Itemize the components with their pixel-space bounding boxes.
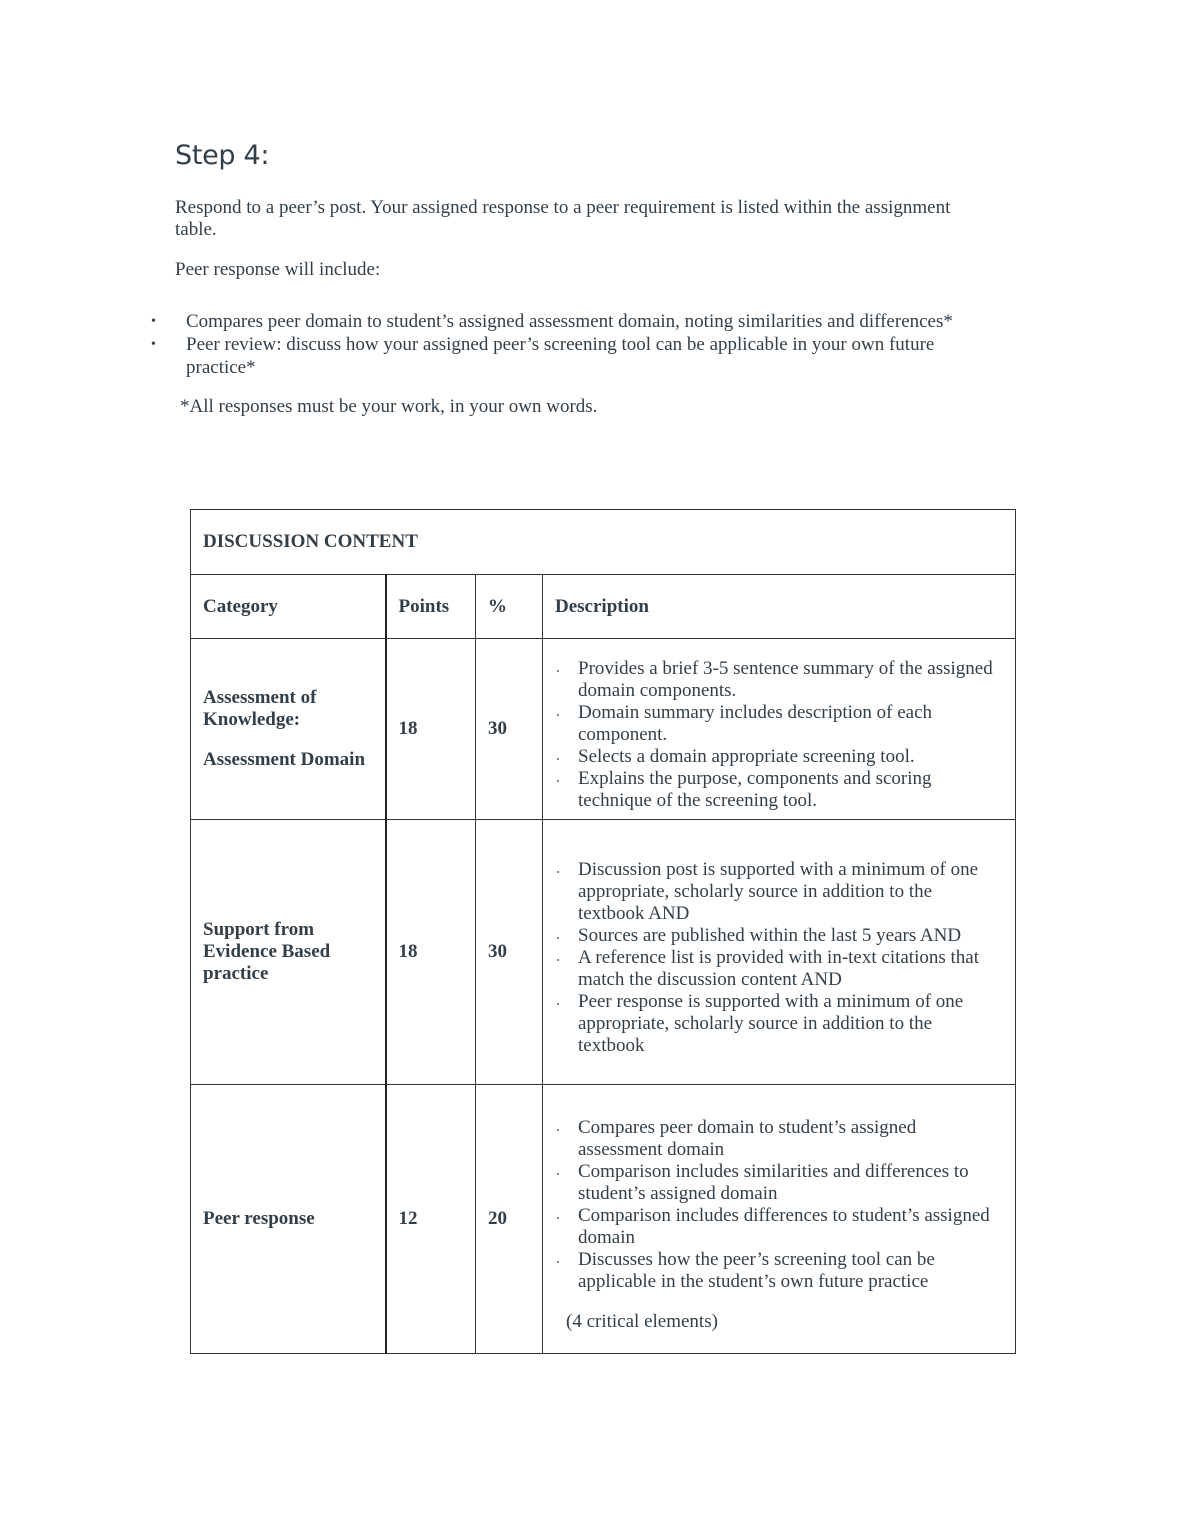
originality-note: *All responses must be your work, in your own words. — [180, 396, 598, 417]
points-cell: 18 — [386, 639, 476, 820]
requirement-text: Peer review: discuss how your assigned peer’s screening tool can be applicable in your own future practice* — [186, 334, 935, 378]
category-subname: Assessment Domain — [203, 749, 366, 770]
criterion: Comparison includes differences to student’s assigned domain — [578, 1205, 1003, 1249]
table-title-row — [191, 510, 1016, 575]
points-cell: 12 — [386, 1085, 476, 1354]
requirement-item — [0, 333, 1000, 379]
critical-elements-note: (4 critical elements) — [566, 1311, 718, 1332]
category-cell — [191, 639, 386, 820]
table-header-row — [191, 575, 1016, 639]
table-row — [191, 1085, 1016, 1354]
intro-paragraph: Respond to a peer’s post. Your assigned response to a peer requirement is listed within the assignment table. — [175, 197, 951, 240]
category-cell: Support from Evidence Based practice — [191, 820, 386, 1085]
criterion: Provides a brief 3-5 sentence summary of the assigned domain components. — [578, 658, 1003, 702]
category-name: Assessment of Knowledge: — [203, 687, 317, 730]
header-percent: % — [476, 575, 543, 639]
description-cell — [543, 1085, 1016, 1354]
criterion: Selects a domain appropriate screening tool. — [578, 746, 1003, 768]
points-cell: 18 — [386, 820, 476, 1085]
criterion: A reference list is provided with in-text citations that match the discussion content AND — [578, 947, 1003, 991]
criteria-list — [555, 847, 1003, 1057]
criterion: Discusses how the peer’s screening tool can be applicable in the student’s own future practice — [578, 1249, 1003, 1293]
bullet-icon: • — [151, 314, 156, 329]
percent-cell: 30 — [476, 639, 543, 820]
header-points: Points — [386, 575, 476, 639]
criterion: Domain summary includes description of each component. — [578, 702, 1003, 746]
criteria-list — [555, 1105, 1003, 1293]
table-row — [191, 820, 1016, 1085]
criterion: Explains the purpose, components and scoring technique of the screening tool. — [578, 768, 1003, 812]
header-description: Description — [543, 575, 1016, 639]
requirements-list — [0, 310, 1000, 379]
header-category: Category — [191, 575, 386, 639]
table-title: DISCUSSION CONTENT — [191, 510, 1016, 575]
percent-cell: 20 — [476, 1085, 543, 1354]
criterion: Discussion post is supported with a minimum of one appropriate, scholarly source in addition to the textbook AND — [578, 859, 1003, 925]
category-cell: Peer response — [191, 1085, 386, 1354]
bullet-icon: • — [151, 337, 156, 352]
description-cell — [543, 639, 1016, 820]
requirement-item — [0, 310, 1000, 333]
description-cell — [543, 820, 1016, 1085]
percent-cell: 30 — [476, 820, 543, 1085]
criterion: Comparison includes similarities and differences to student’s assigned domain — [578, 1161, 1003, 1205]
criterion: Sources are published within the last 5 years AND — [578, 925, 1003, 947]
step-heading: Step 4: — [175, 140, 270, 171]
peer-response-lead: Peer response will include: — [175, 259, 381, 280]
criteria-list — [555, 646, 1003, 812]
discussion-rubric-table — [190, 509, 1016, 1354]
table-row — [191, 639, 1016, 820]
criterion: Peer response is supported with a minimum of one appropriate, scholarly source in addition to the textbook — [578, 991, 1003, 1057]
requirement-text: Compares peer domain to student’s assigned assessment domain, noting similarities and differences* — [186, 311, 953, 332]
criterion: Compares peer domain to student’s assigned assessment domain — [578, 1117, 1003, 1161]
